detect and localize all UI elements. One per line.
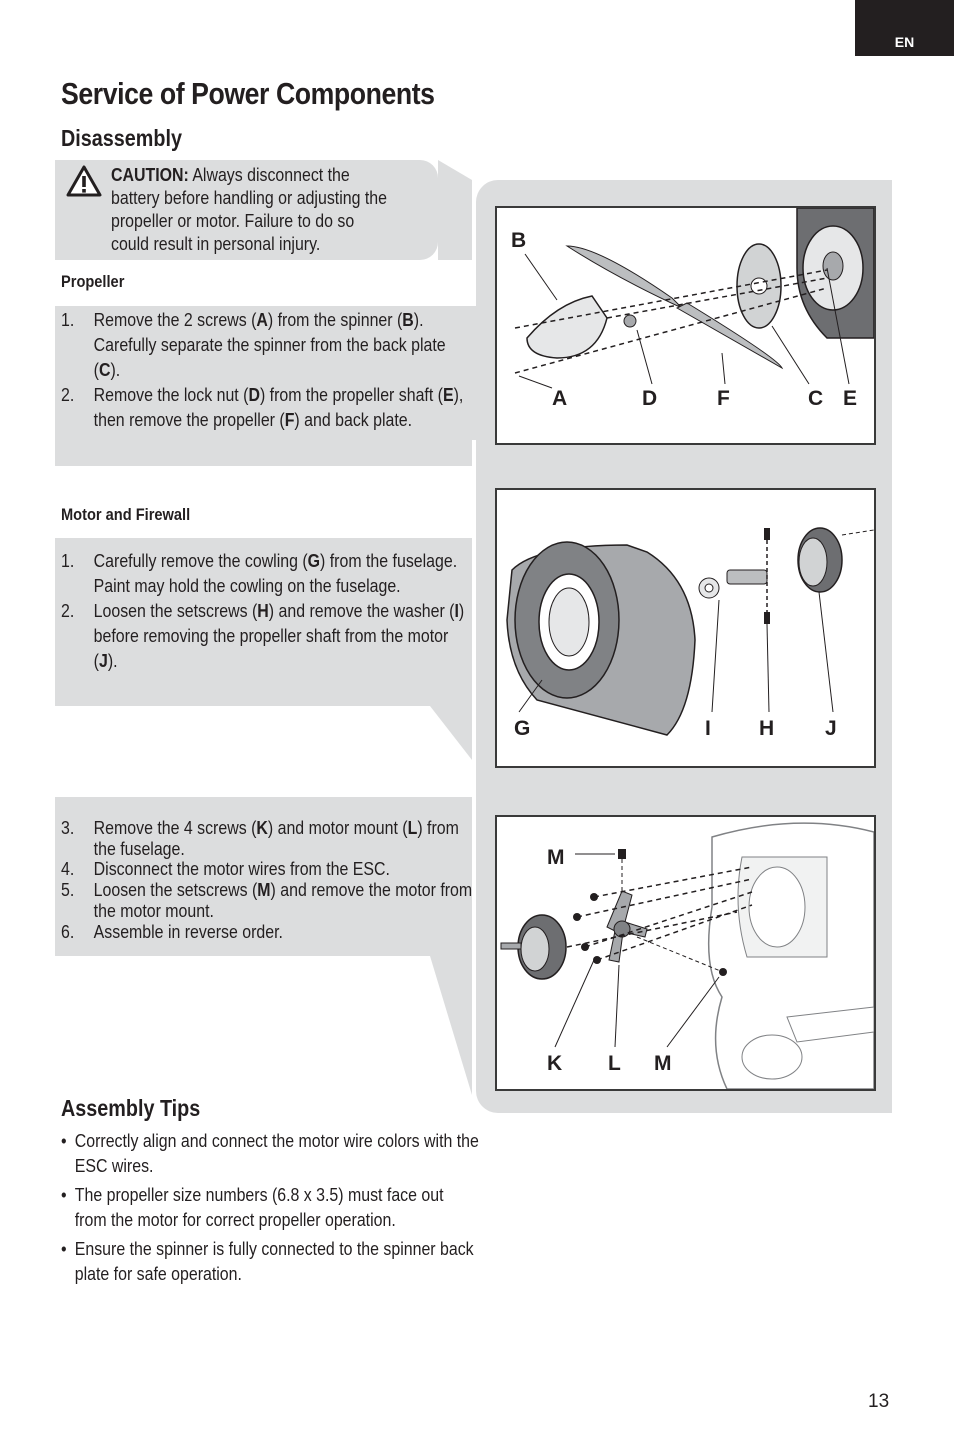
- propeller-figure: [495, 206, 876, 445]
- assembly-tips-heading: Assembly Tips: [61, 1095, 201, 1121]
- callout-label: C: [808, 387, 824, 410]
- callout-label: M: [654, 1052, 672, 1075]
- tip-item: • Ensure the spinner is fully connected to the spinner back plate for safe operation.: [61, 1238, 474, 1284]
- step-item: 2. Loosen the setscrews (H) and remove the washer (I) before removing the propeller shaft from the motor (J).: [61, 600, 465, 671]
- assembly-tips-list: [61, 1128, 547, 1290]
- tip-item: • Correctly align and connect the motor wire colors with the ESC wires.: [61, 1130, 479, 1176]
- caution-label: CAUTION:: [111, 164, 189, 185]
- callout-label: M: [547, 846, 565, 869]
- propeller-steps: [61, 307, 544, 432]
- motor-mount-figure: [495, 815, 876, 1091]
- callout-label: E: [843, 387, 858, 410]
- motor-steps: [61, 548, 544, 673]
- propeller-heading: Propeller: [61, 272, 125, 291]
- step-item: 4. Disconnect the motor wires from the ESC.: [61, 858, 390, 880]
- callout-label: F: [717, 387, 730, 410]
- step-item: 3. Remove the 4 screws (K) and motor mount (L) from the fuselage.: [61, 817, 459, 859]
- page-title: Service of Power Components: [61, 76, 435, 111]
- callout-label: D: [642, 387, 658, 410]
- callout-label: A: [552, 387, 568, 410]
- page-number: 13: [868, 1391, 890, 1412]
- callout-label: B: [511, 229, 527, 252]
- step-item: 1. Remove the 2 screws (A) from the spinner (B). Carefully separate the spinner from the back plate (C).: [61, 309, 446, 380]
- callout-label: L: [608, 1052, 621, 1075]
- caution-body: Always disconnect the battery before handling or adjusting the propeller or motor. Failure to do so could result in personal injury.: [111, 164, 387, 254]
- tip-item: • The propeller size numbers (6.8 x 3.5) must face out from the motor for correct propeller operation.: [61, 1184, 444, 1230]
- motor-mount-steps: [61, 818, 544, 942]
- callout-label: I: [705, 717, 711, 740]
- cowling-diagram: [497, 490, 874, 766]
- callout-label: K: [547, 1052, 563, 1075]
- callout-label: J: [825, 717, 837, 740]
- callout-label: G: [514, 717, 531, 740]
- disassembly-heading: Disassembly: [61, 125, 182, 151]
- callout-label: H: [759, 717, 775, 740]
- step-item: 5. Loosen the setscrews (M) and remove the motor from the motor mount.: [61, 879, 473, 921]
- step-item: 2. Remove the lock nut (D) from the propeller shaft (E), then remove the propeller (F) and back plate.: [61, 384, 464, 430]
- motor-figure: [495, 488, 876, 768]
- step-item: 1. Carefully remove the cowling (G) from the fuselage. Paint may hold the cowling on the fuselage.: [61, 550, 458, 596]
- language-label: EN: [894, 34, 915, 50]
- motor-firewall-heading: Motor and Firewall: [61, 505, 191, 524]
- step-item: 6. Assemble in reverse order.: [61, 920, 283, 942]
